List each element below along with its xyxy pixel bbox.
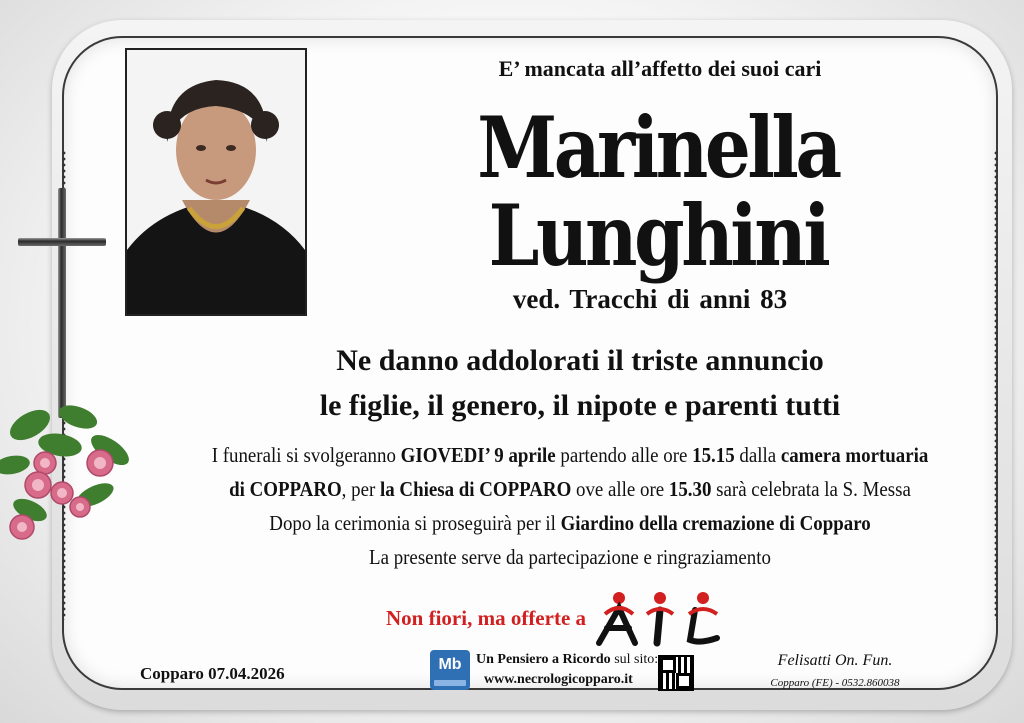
notice-date: Copparo 07.04.2026: [140, 664, 285, 683]
site-url[interactable]: www.necrologicopparo.it: [484, 672, 633, 687]
funeral-details: [120, 438, 1020, 574]
funeral-line-2: di COPPARO, per la Chiesa di COPPARO ove alle ore 15.30 sarà celebrata la S. Messa: [229, 477, 911, 501]
funeral-line-3: Dopo la cerimonia si proseguirà per il Giardino della cremazione di Copparo: [269, 511, 871, 535]
announcement-line-2: le figlie, il genero, il nipote e parenti tutti: [319, 389, 841, 422]
cross-icon-bar: [18, 238, 106, 246]
qr-code-icon[interactable]: [658, 655, 694, 691]
funeral-home-name: Felisatti On. Fun.: [777, 652, 893, 669]
mb-logo-icon: Mb: [430, 650, 470, 690]
funeral-home-address: Copparo (FE) - 0532.860038: [770, 677, 900, 689]
flowers-icon: [0, 395, 140, 555]
site-label: Un Pensiero a Ricordo sul sito:: [476, 652, 659, 667]
ail-logo: [585, 588, 735, 648]
intro-text: E’ mancata all’affetto dei suoi cari: [498, 56, 822, 81]
subtitle: ved. Tracchi di anni 83: [512, 284, 788, 314]
cross-icon: [58, 188, 66, 418]
no-flowers-text: Non fiori, ma offerte a: [386, 606, 587, 630]
funeral-line-1: I funerali si svolgeranno GIOVEDI’ 9 aprile partendo alle ore 15.15 dalla camera mortuaria: [211, 443, 929, 467]
announcement-line-1: Ne danno addolorati il triste annuncio: [336, 344, 824, 377]
portrait-photo: [125, 48, 307, 316]
announcement: [150, 338, 1010, 428]
deceased-name: Marinella Lunghini: [477, 98, 839, 286]
funeral-line-4: La presente serve da partecipazione e ringraziamento: [369, 545, 771, 569]
